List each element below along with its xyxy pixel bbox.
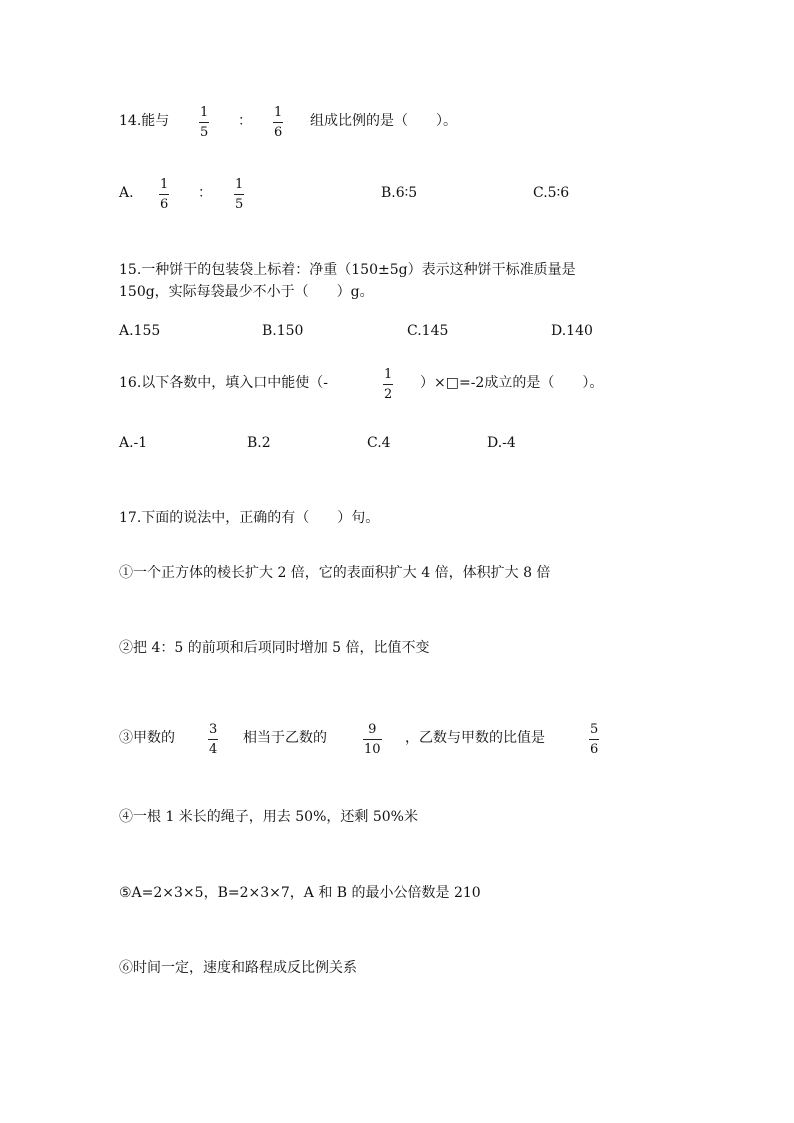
q16-fraction bbox=[383, 367, 393, 402]
q17-stem: 17.下面的说法中，正确的有（ ）句。 bbox=[119, 510, 380, 526]
q17-statement-3-part-2: 相当于乙数的 bbox=[243, 730, 327, 746]
q14-option-a-colon: ： bbox=[198, 185, 212, 201]
numerator: 9 bbox=[368, 722, 377, 737]
fraction-bar bbox=[159, 194, 169, 195]
q15-option-c: C.145 bbox=[407, 323, 449, 339]
q14-colon: ： bbox=[238, 113, 252, 129]
q17-statement-3-fraction-1 bbox=[208, 722, 218, 757]
q14-option-a-label: A. bbox=[119, 185, 134, 201]
denominator: 2 bbox=[384, 387, 393, 402]
denominator: 5 bbox=[235, 197, 244, 212]
q15-stem-line-2: 150g，实际每袋最少不小于（ ）g。 bbox=[119, 284, 374, 300]
q14-prefix: 14.能与 bbox=[119, 113, 170, 129]
q16-option-d: D.-4 bbox=[487, 435, 516, 451]
denominator: 5 bbox=[200, 125, 209, 140]
denominator: 6 bbox=[590, 742, 599, 757]
fraction-bar bbox=[363, 739, 382, 740]
denominator: 4 bbox=[209, 742, 218, 757]
q15-option-b: B.150 bbox=[262, 323, 304, 339]
q14-option-b: B.6∶5 bbox=[381, 185, 418, 201]
numerator: 5 bbox=[590, 722, 599, 737]
q16-option-a: A.-1 bbox=[119, 435, 148, 451]
numerator: 1 bbox=[200, 105, 209, 120]
q14-option-a-fraction-1 bbox=[159, 177, 169, 212]
numerator: 1 bbox=[274, 105, 283, 120]
q14-fraction-2 bbox=[273, 105, 283, 140]
q14-suffix: 组成比例的是（ ）。 bbox=[310, 113, 457, 129]
numerator: 1 bbox=[160, 177, 169, 192]
fraction-bar bbox=[199, 122, 209, 123]
q15-stem-line-1: 15.一种饼干的包装袋上标着：净重（150±5g）表示这种饼干标准质量是 bbox=[119, 262, 576, 278]
q14-option-c: C.5∶6 bbox=[533, 185, 570, 201]
numerator: 1 bbox=[384, 367, 393, 382]
q17-statement-3-part-3: ，乙数与甲数的比值是 bbox=[405, 730, 545, 746]
q14-option-a-fraction-2 bbox=[234, 177, 244, 212]
q17-statement-5: ⑤A=2×3×5，B=2×3×7，A 和 B 的最小公倍数是 210 bbox=[119, 885, 481, 901]
q14-fraction-1 bbox=[199, 105, 209, 140]
q17-statement-3-fraction-2 bbox=[363, 722, 382, 757]
q16-option-c: C.4 bbox=[367, 435, 391, 451]
q16-prefix: 16.以下各数中，填入口中能使（- bbox=[119, 375, 328, 391]
fraction-bar bbox=[273, 122, 283, 123]
fraction-bar bbox=[208, 739, 218, 740]
denominator: 10 bbox=[364, 742, 381, 757]
fraction-bar bbox=[589, 739, 599, 740]
q17-statement-1: ①一个正方体的棱长扩大 2 倍，它的表面积扩大 4 倍，体积扩大 8 倍 bbox=[119, 565, 551, 581]
q17-statement-3-part-1: ③甲数的 bbox=[119, 730, 175, 746]
q15-option-d: D.140 bbox=[551, 323, 593, 339]
q15-option-a: A.155 bbox=[119, 323, 161, 339]
q17-statement-4: ④一根 1 米长的绳子，用去 50%，还剩 50%米 bbox=[119, 809, 418, 825]
q17-statement-2: ②把 4：5 的前项和后项同时增加 5 倍，比值不变 bbox=[119, 640, 430, 656]
denominator: 6 bbox=[274, 125, 283, 140]
fraction-bar bbox=[383, 384, 393, 385]
numerator: 3 bbox=[209, 722, 218, 737]
numerator: 1 bbox=[235, 177, 244, 192]
q16-option-b: B.2 bbox=[247, 435, 271, 451]
denominator: 6 bbox=[160, 197, 169, 212]
fraction-bar bbox=[234, 194, 244, 195]
q17-statement-3-fraction-3 bbox=[589, 722, 599, 757]
q16-suffix: ）×□=-2成立的是（ ）。 bbox=[420, 375, 604, 391]
q17-statement-6: ⑥时间一定，速度和路程成反比例关系 bbox=[119, 960, 357, 976]
